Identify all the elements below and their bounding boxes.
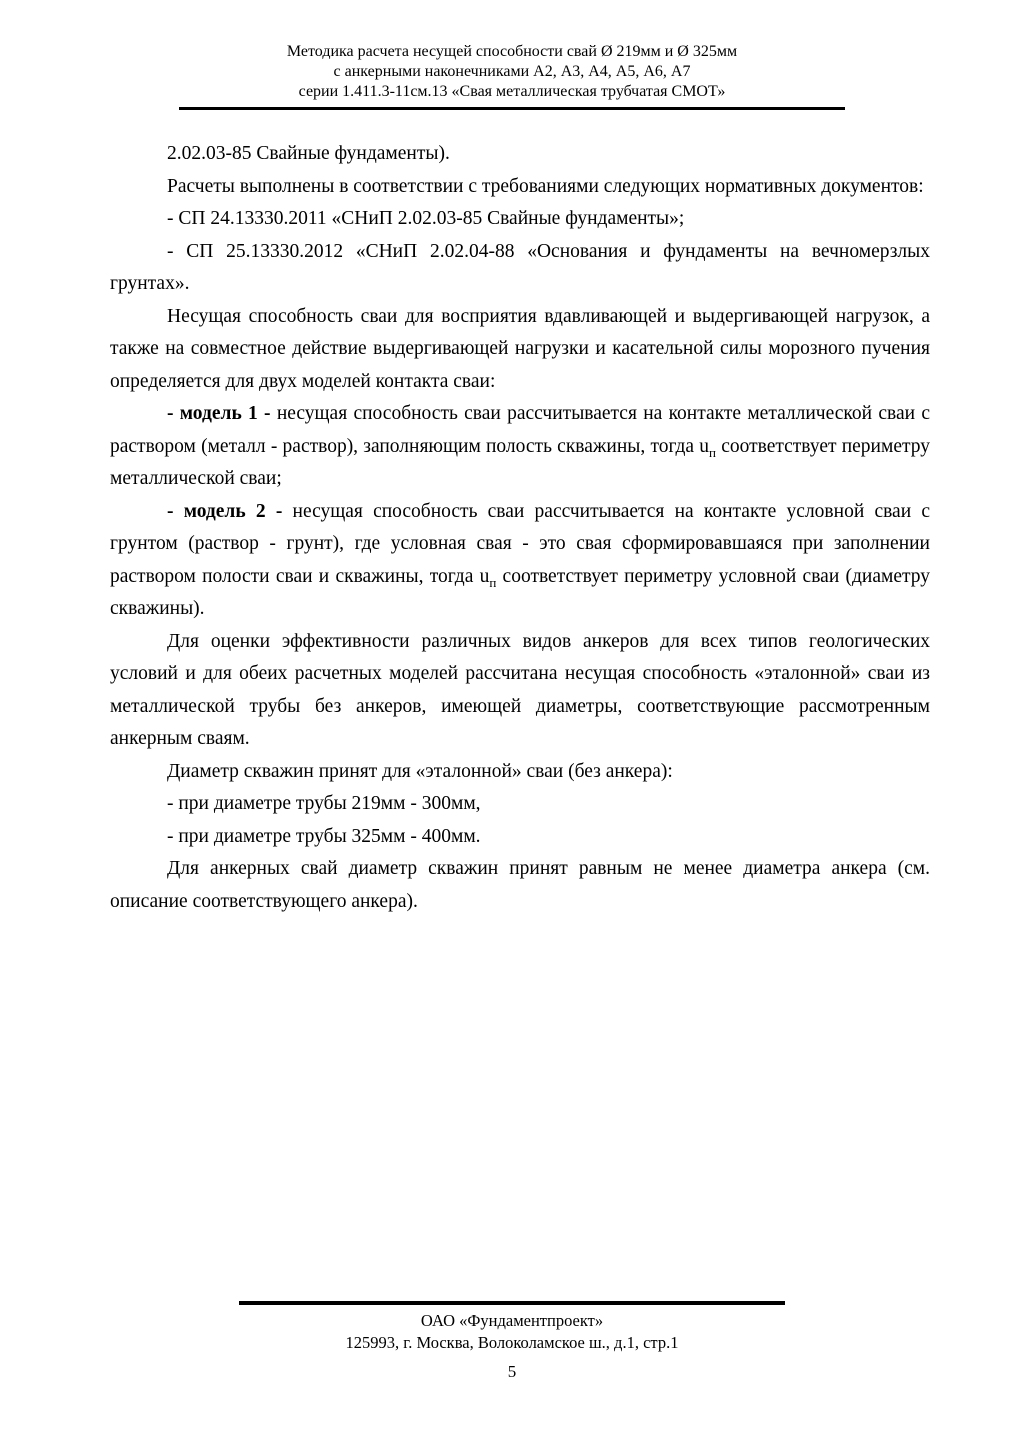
list-item-325: - при диаметре трубы 325мм - 400мм. bbox=[167, 825, 481, 847]
document-footer bbox=[0, 1301, 1024, 1383]
footer-address: 125993, г. Москва, Волоколамское ш., д.1, стр.1 bbox=[345, 1333, 679, 1352]
paragraph: 2.02.03-85 Свайные фундаменты). bbox=[167, 143, 450, 164]
header-line-1: Методика расчета несущей способности свай Ø 219мм и Ø 325мм bbox=[286, 43, 738, 60]
paragraph: Диаметр скважин принят для «эталонной» сваи (без анкера): bbox=[167, 760, 673, 782]
header-line-2: с анкерными наконечниками А2, А3, А4, А5, А6, А7 bbox=[333, 63, 691, 80]
document-body bbox=[110, 138, 930, 918]
header-line-3: серии 1.411.3-11см.13 «Свая металлическая трубчатая СМОТ» bbox=[298, 83, 726, 100]
paragraph-model-2: - модель 2 - несущая способность сваи рассчитывается на контакте условной сваи с грунтом (раствор - грунт), где условная свая - это свая сформировавшаяся при заполнении раствором полости сваи и скважины, тогда $u_п$ соответствует периметру условной сваи (диаметру скважины). bbox=[110, 500, 930, 619]
page-number: 5 bbox=[507, 1362, 517, 1381]
footer-company: ОАО «Фундаментпроект» bbox=[420, 1311, 604, 1330]
list-item-sp24: - СП 24.13330.2011 «СНиП 2.02.03-85 Свайные фундаменты»; bbox=[167, 208, 685, 229]
list-item-219: - при диаметре трубы 219мм - 300мм, bbox=[167, 793, 481, 814]
paragraph: Расчеты выполнены в соответствии с требованиями следующих нормативных документов: bbox=[167, 175, 924, 197]
paragraph: Для оценки эффективности различных видов анкеров для всех типов геологических условий и для обеих расчетных моделей рассчитана несущая способность «эталонной» сваи из металлической трубы без анкеров, имеющей диаметры, соответствующие рассмотренным анкерным сваям. bbox=[110, 630, 930, 749]
paragraph-model-1: - модель 1 - несущая способность сваи рассчитывается на контакте металлической сваи с раствором (металл - раствор), заполняющим полость скважины, тогда $u_п$ соответствует периметру металлической сваи; bbox=[110, 403, 930, 489]
footer-divider bbox=[239, 1301, 785, 1305]
document-header bbox=[0, 0, 1024, 110]
paragraph: Несущая способность сваи для восприятия вдавливающей и выдергивающей нагрузок, а также на совместное действие выдергивающей нагрузки и касательной силы морозного пучения определяется для двух моделей контакта сваи: bbox=[110, 305, 930, 392]
header-divider bbox=[179, 107, 845, 110]
paragraph: Для анкерных свай диаметр скважин принят равным не менее диаметра анкера (см. описание соответствующего анкера). bbox=[110, 858, 930, 912]
list-item-sp25: - СП 25.13330.2012 «СНиП 2.02.04-88 «Основания и фундаменты на вечномерзлых грунтах». bbox=[110, 240, 930, 294]
